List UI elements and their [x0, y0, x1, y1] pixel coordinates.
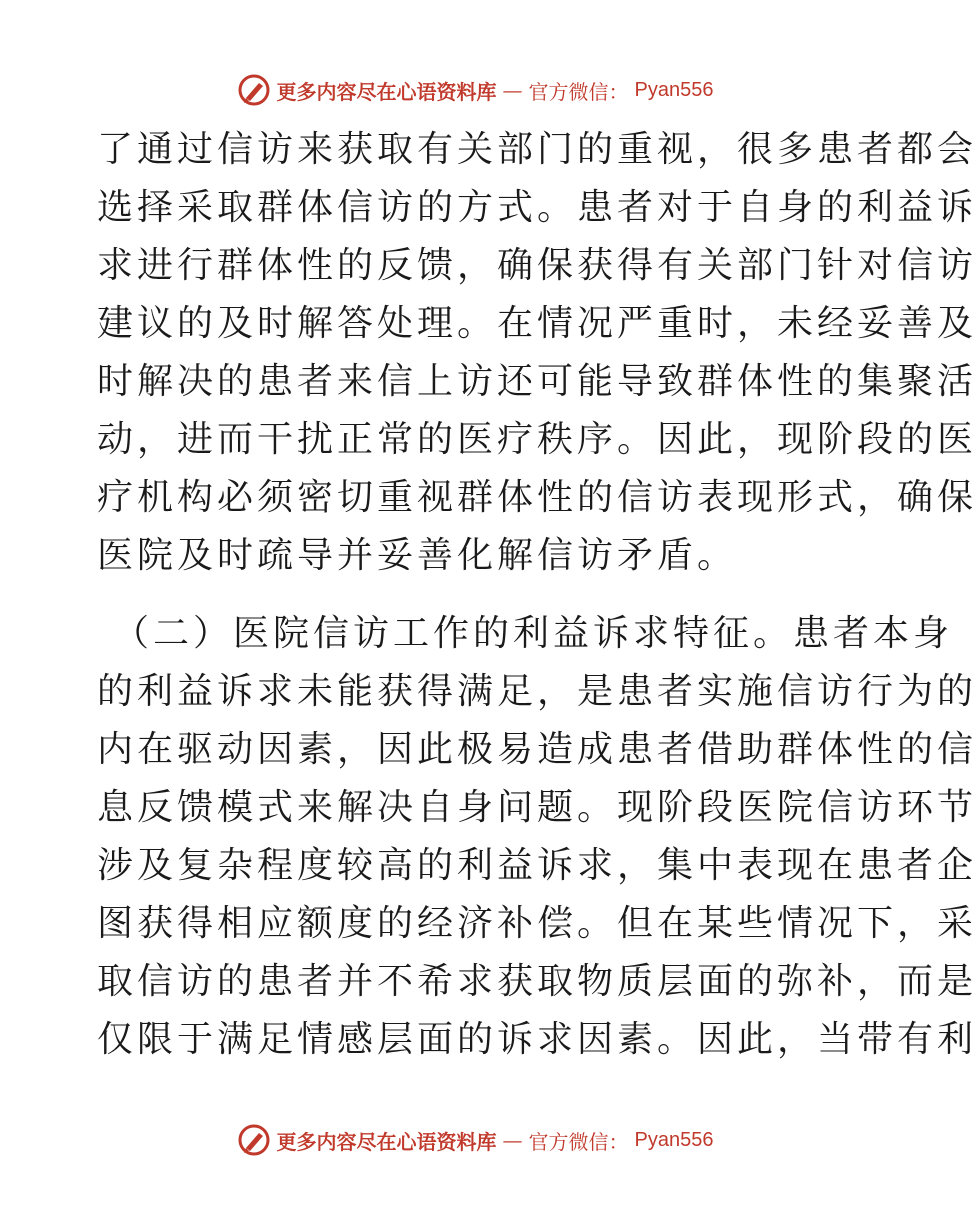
banner-separator: — [502, 1128, 523, 1152]
text-line: 仅限于满足情感层面的诉求因素。因此，当带有利 [97, 1019, 977, 1060]
text-line: 涉及复杂程度较高的利益诉求，集中表现在患者企 [97, 845, 977, 886]
text-line: 息反馈模式来解决自身问题。现阶段医院信访环节 [97, 787, 977, 828]
pen-logo-icon [237, 1123, 271, 1157]
paragraph-2 [97, 605, 977, 1069]
banner-main-text: 更多内容尽在心语资料库 [276, 1129, 497, 1154]
document-body [97, 121, 977, 1069]
banner-wechat-id: Pyan556 [634, 1128, 714, 1151]
header-banner [0, 70, 950, 110]
text-line: 动，进而干扰正常的医疗秩序。因此，现阶段的医 [97, 419, 977, 460]
banner-wechat-label: 官方微信： [528, 1129, 629, 1154]
pen-logo-icon [237, 73, 271, 107]
banner-wechat-label: 官方微信： [528, 79, 629, 104]
text-line: 建议的及时解答处理。在情况严重时，未经妥善及 [97, 303, 977, 344]
footer-banner [0, 1120, 950, 1160]
paragraph-1 [97, 121, 977, 585]
text-line: 选择采取群体信访的方式。患者对于自身的利益诉 [97, 187, 977, 228]
banner-main-text: 更多内容尽在心语资料库 [276, 79, 497, 104]
text-line: （二）医院信访工作的利益诉求特征。患者本身 [113, 613, 954, 654]
banner-separator: — [502, 78, 523, 102]
text-line: 的利益诉求未能获得满足，是患者实施信访行为的 [97, 671, 977, 712]
text-line: 内在驱动因素，因此极易造成患者借助群体性的信 [97, 729, 977, 770]
text-line: 医院及时疏导并妥善化解信访矛盾。 [97, 535, 738, 576]
text-line: 取信访的患者并不希求获取物质层面的弥补，而是 [97, 961, 977, 1002]
text-line: 图获得相应额度的经济补偿。但在某些情况下，采 [97, 903, 977, 944]
text-line: 疗机构必须密切重视群体性的信访表现形式，确保 [97, 477, 977, 518]
paragraph-gap [97, 585, 853, 605]
text-line: 时解决的患者来信上访还可能导致群体性的集聚活 [97, 361, 977, 402]
text-line: 了通过信访来获取有关部门的重视，很多患者都会 [97, 129, 977, 170]
banner-wechat-id: Pyan556 [634, 78, 714, 101]
text-line: 求进行群体性的反馈，确保获得有关部门针对信访 [97, 245, 977, 286]
